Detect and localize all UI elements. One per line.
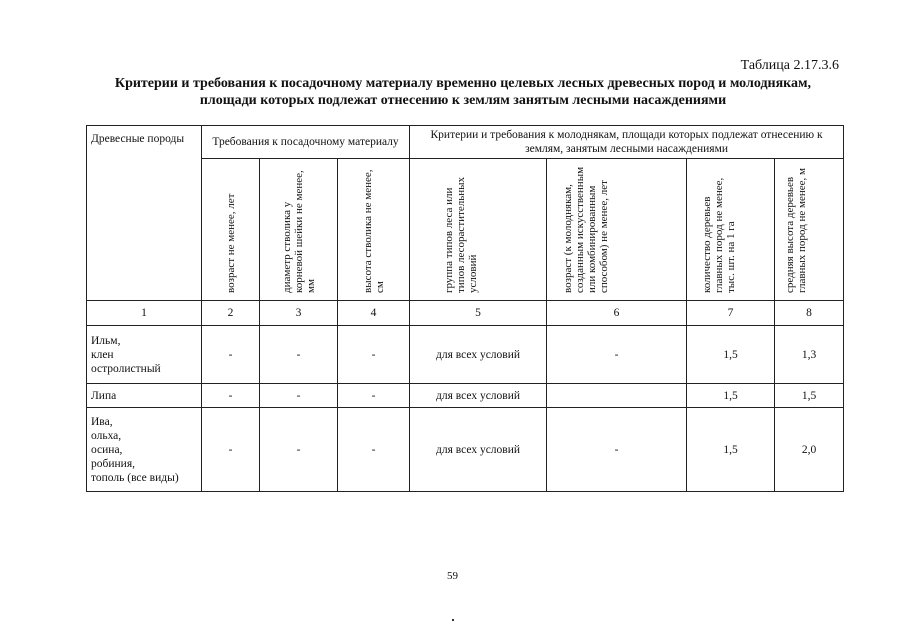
header-col-6: возраст (к молоднякам, созданным искусственным или комбинированным способом) не менее, лет [547, 159, 687, 301]
value-cell: - [260, 384, 338, 408]
value-cell: - [260, 326, 338, 384]
value-cell: 1,5 [775, 384, 844, 408]
value-cell: для всех условий [410, 326, 547, 384]
value-cell: 1,3 [775, 326, 844, 384]
col-number: 4 [338, 301, 410, 326]
value-cell: - [338, 408, 410, 492]
value-cell [547, 384, 687, 408]
header-planting-material: Требования к посадочному материалу [202, 126, 410, 159]
column-number-row [87, 301, 844, 326]
value-cell: 1,5 [687, 408, 775, 492]
col-number: 8 [775, 301, 844, 326]
col-number: 7 [687, 301, 775, 326]
species-cell: Липа [87, 384, 202, 408]
col-number: 2 [202, 301, 260, 326]
requirements-table [86, 125, 844, 492]
species-cell: Ильм, клен остролистный [87, 326, 202, 384]
table-row [87, 408, 844, 492]
value-cell: 1,5 [687, 326, 775, 384]
col-number: 5 [410, 301, 547, 326]
value-cell: - [202, 326, 260, 384]
value-cell: для всех условий [410, 384, 547, 408]
value-cell: - [547, 326, 687, 384]
value-cell: 2,0 [775, 408, 844, 492]
value-cell: для всех условий [410, 408, 547, 492]
header-species: Древесные породы [87, 126, 202, 301]
header-col-7: количество деревьев главных пород не менее, тыс. шт. на 1 га [687, 159, 775, 301]
header-col-5: группа типов леса или типов лесорастительных условий [410, 159, 547, 301]
value-cell: - [338, 326, 410, 384]
col-number: 3 [260, 301, 338, 326]
header-col-2: возраст не менее, лет [202, 159, 260, 301]
value-cell: - [338, 384, 410, 408]
page-number: 59 [447, 570, 458, 582]
table-number: Таблица 2.17.3.6 [740, 58, 839, 73]
header-col-3: диаметр стволика у корневой шейки не менее, мм [260, 159, 338, 301]
value-cell: - [202, 384, 260, 408]
species-cell: Ива, ольха, осина, робиния, тополь (все виды) [87, 408, 202, 492]
header-col-4: высота стволика не менее, см [338, 159, 410, 301]
col-number: 1 [87, 301, 202, 326]
value-cell: - [260, 408, 338, 492]
col-number: 6 [547, 301, 687, 326]
title-line-2: площади которых подлежат отнесению к землям занятым лесными насаждениями [199, 93, 727, 108]
header-col-8: средняя высота деревьев главных пород не менее, м [775, 159, 844, 301]
table-row [87, 384, 844, 408]
value-cell: - [547, 408, 687, 492]
value-cell: - [202, 408, 260, 492]
header-young-stands: Критерии и требования к молоднякам, площади которых подлежат отнесению к землям, занятым лесными насаждениями [410, 126, 844, 159]
value-cell: 1,5 [687, 384, 775, 408]
table-title [88, 75, 838, 109]
title-line-1: Критерии и требования к посадочному материалу временно целевых лесных древесных пород и молоднякам, [114, 76, 812, 91]
table-row [87, 326, 844, 384]
scan-dot [452, 619, 454, 621]
